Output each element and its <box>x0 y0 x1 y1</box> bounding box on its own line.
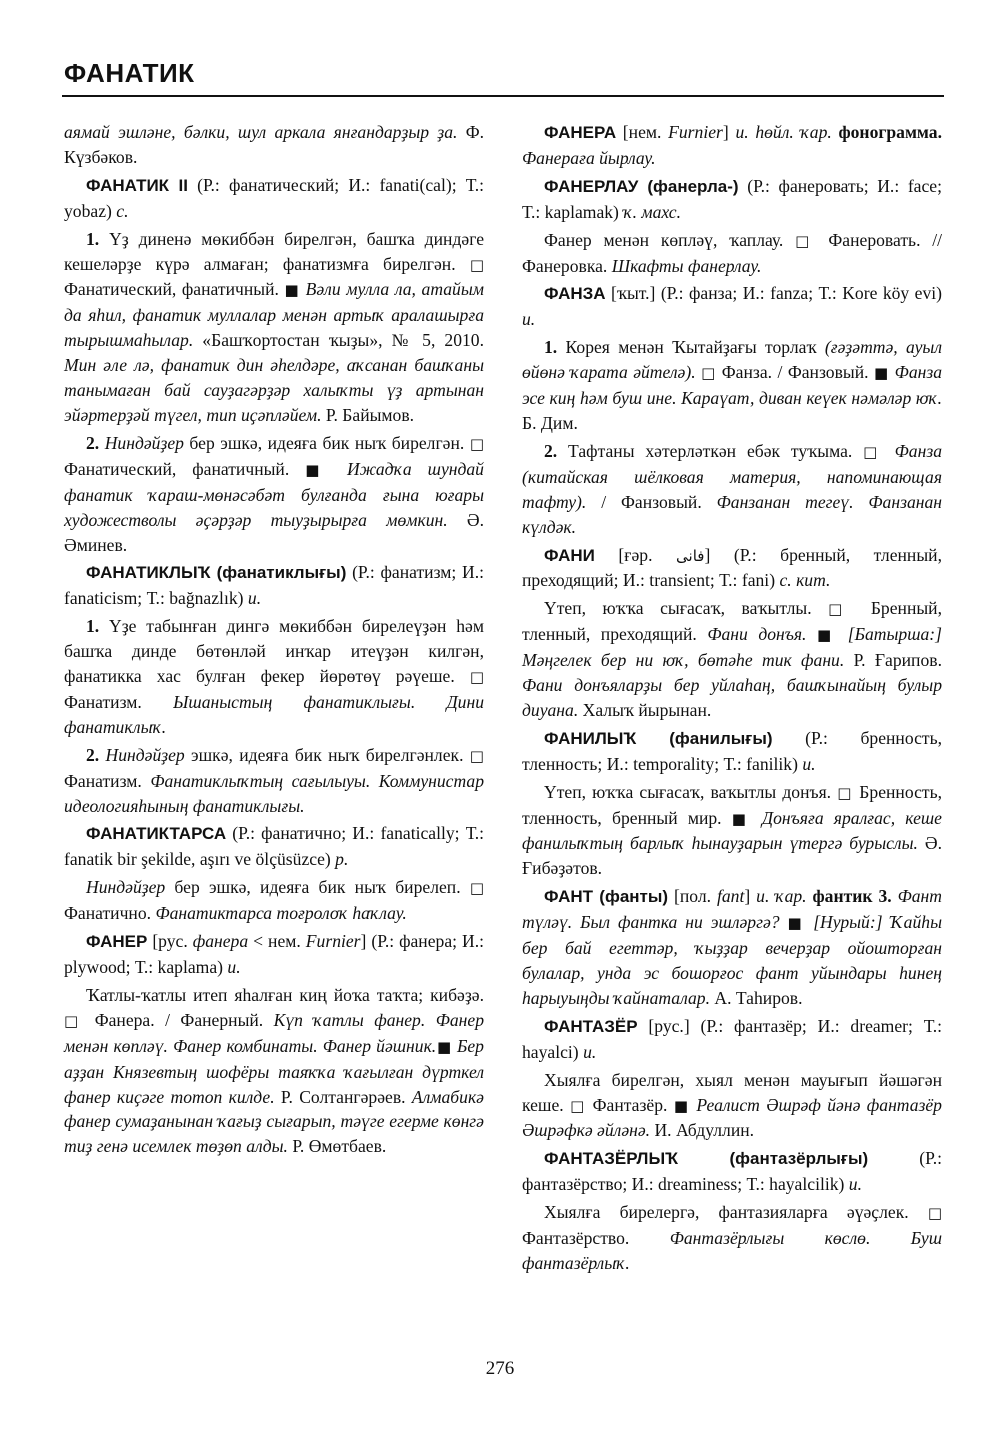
filled-square-icon: ■ <box>816 626 838 645</box>
open-square-icon: □ <box>795 231 817 250</box>
filled-square-icon: ■ <box>305 460 332 479</box>
sense-1: 1. Корея менән Ҡытайҙағы торлаҡ (ғәҙәттә, ауыл өйөнә ҡарата әйтелә). □ Фанза. / Фанзовый. ■ Фанза эсе киң һәм буш ине. Караүат, диван кеүек нәмәләр юҡ. Б. Дим. <box>522 337 942 433</box>
filled-square-icon: ■ <box>673 1096 690 1115</box>
entry-fanerlau: ФАНЕРЛАУ (фанерла-) (Р.: фанеровать; И.: face; Т.: kaplamak) ҡ. махс. <box>522 175 943 222</box>
running-header: ФАНАТИК <box>64 58 195 88</box>
filled-square-icon: ■ <box>284 281 300 300</box>
filled-square-icon: ■ <box>873 364 890 383</box>
open-square-icon: □ <box>64 1011 85 1030</box>
entry-fanatiktarsa: ФАНАТИКТАРСА (Р.: фанатично; И.: fanatically; Т.: fanatik bir şekilde, aşırı ve ölçüsüzce) р. <box>64 823 484 870</box>
left-column <box>64 120 484 1162</box>
entry-fanatiklyk: ФАНАТИКЛЫҠ (фанатиклығы) (Р.: фанатизм; И.: fanaticism; Т.: bağnazlık) и. <box>64 562 484 609</box>
entry-fanza: ФАНЗА [ҡыт.] (Р.: фанза; И.: fanza; Т.: Kore köy evi) и. <box>522 283 942 330</box>
entry-fanatik-2: ФАНАТИК II (Р.: фанатический; И.: fanati(cal); Т.: yobaz) с. <box>64 174 484 221</box>
open-square-icon: □ <box>469 746 484 765</box>
open-square-icon: □ <box>469 255 484 274</box>
sense-1: 1. Үҙ диненә мөкиббән бирелгән, башҡа диндәге кешеләрҙе күрә алмаған; фанатизмға бирелгән. □ Фанатический, фанатичный. ■ Вәли мулла ла, атайым да яһил, фанатик муллалар менән артыҡ аралашырға тырышмаһылар. «Башҡортостан ҡыҙы», № 5, 2010. Мин әле лә, фанатик дин әһелдәре, аҡсанан башҡаны танымаған бай сауҙагәрҙәр халыҡты үҙ артынан эйәртерҙәй түгел, тип иҫәпләйем. Р. Байымов. <box>64 228 484 425</box>
arabic-etymon: فانی <box>676 546 705 565</box>
entry-continuation: аямай эшләне, бәлки, шул аркала янғандарҙыр ҙа. Ф. Күзбәков. <box>64 122 484 167</box>
entry-fanera: ФАНЕРА [нем. Furnier] и. һөйл. ҡар. фонограмма. Фанераға йырлау. <box>522 122 942 168</box>
sense-2: 2. Ниндәйҙер эшкә, идеяға бик ныҡ бирелгәнлек. □ Фанатизм. Фанатиклыҡтың сағылыуы. Коммунистар идеологияһының фанатиклығы. <box>64 744 484 816</box>
open-square-icon: □ <box>469 434 484 453</box>
right-column <box>522 120 942 1279</box>
sense-1: 1. Үҙе табынған дингә мөкиббән бирелеүҙән һәм башҡа динде бөтөнләй инҡар итеүҙән килгән, фанатикка хас булған фекер йөрөтөү рәүеше. □ Фанатизм. Ышаныстың фанатиклығы. Дини фанатиклыҡ. <box>64 616 484 737</box>
open-square-icon: □ <box>469 879 484 898</box>
entry-fantazerlyk: ФАНТАЗЁРЛЫҠ (фантазёрлығы) (Р.: фантазёрство; И.: dreaminess; Т.: hayalcilik) и. <box>522 1148 942 1195</box>
sense-2: 2. Тафтаны хәтерләткән ебәк туҡыма. □ Фанза (китайская шёлковая материя, напоминающая тафту). / Фанзовый. Фанзанан тегеү. Фанзанан күлдәк. <box>522 440 942 537</box>
open-square-icon: □ <box>469 668 484 687</box>
entry-fani: ФАНИ [ғәр. فانی] (Р.: бренный, тленный, преходящий; И.: transient; Т.: fani) с. кит. <box>522 544 942 591</box>
entry-faner: ФАНЕР [рус. фанера < нем. Furnier] (Р.: фанера; И.: plywood; Т.: kaplama) и. <box>64 931 484 977</box>
header-rule <box>62 95 944 97</box>
entry-fantazer: ФАНТАЗЁР [рус.] (Р.: фантазёр; И.: dreamer; Т.: hayalci) и. <box>522 1015 942 1062</box>
open-square-icon: □ <box>570 1096 587 1115</box>
sense-2: 2. Ниндәйҙер бер эшкә, идеяға бик ныҡ бирелгән. □ Фанатический, фанатичный. ■ Ижадҡа шундай фанатик ҡараш-мөнәсәбәт булғанда ғына юғары художестволы әҫәрҙәр тыуҙырырға мөмкин. Ә. Әминев. <box>64 432 484 555</box>
definition: Фанер менән көпләү, ҡаплау. □ Фанеровать. // Фанеровка. Шкафты фанерлау. <box>522 229 942 276</box>
open-square-icon: □ <box>863 442 884 461</box>
entry-fant: ФАНТ (фанты) [пол. fant] и. ҡар. фантик 3. Фант түләү. Был фантка ни эшләргә? ■ [Нурый:] Ҡайһы бер бай егеттәр, ҡыҙҙар вечерҙар ойошторған булалар, унда эс бошорғос фант уйындары һинең һарыуыңды ҡайнаталар. А. Таһиров. <box>522 886 942 1008</box>
definition: Ҡатлы-ҡатлы итеп яһалған киң йоҡа таҡта; кибәҙә. □ Фанера. / Фанерный. Күп ҡатлы фанер. Фанер менән көпләү. Фанер комбинаты. Фанер йәшник.■ Бер аҙҙан Князевтың шофёры таяҡҡа ҡағылған дүрткел фанер киҫәге тотоп килде. Р. Солтангәрәев. Алмабикә фанер сумаҙанынан ҡағыҙ сығарып, тәүге егерме көнгә тиҙ генә исемлек төҙөп алды. Р. Өмөтбаев. <box>64 984 484 1157</box>
entry-fanilyk: ФАНИЛЫҠ (фанилығы) (Р.: бренность, тленность; И.: temporality; Т.: fanilik) и. <box>522 727 942 774</box>
definition: Хыялға бирелгән, хыял менән мауығып йәшәгән кеше. □ Фантазёр. ■ Реалист Әшрәф йәнә фантазёр Әшрәфкә әйләнә. И. Абдуллин. <box>522 1069 942 1141</box>
filled-square-icon: ■ <box>731 809 752 828</box>
open-square-icon: □ <box>927 1204 942 1223</box>
filled-square-icon: ■ <box>436 1037 452 1056</box>
definition: Үтеп, юҡҡа сығасаҡ, ваҡытлы. □ Бренный, тленный, преходящий. Фани донъя. ■ [Батырша:] Мәңгелек бер ни юҡ, бөтәһе тик фани. Р. Ғарипов. Фани донъяларҙы бер уйлаһаң, башҡынайың булыр диуана. Халыҡ йырынан. <box>522 598 942 720</box>
open-square-icon: □ <box>701 364 717 383</box>
definition: Хыялға бирелергә, фантазияларға әүәҫлек. □ Фантазёрство. Фантазёрлығы көслө. Буш фантазёрлыҡ. <box>522 1202 943 1273</box>
open-square-icon: □ <box>837 783 854 802</box>
definition: Ниндәйҙер бер эшкә, идеяға бик ныҡ бирелеп. □ Фанатично. Фанатиктарса тоғролоҡ һаҡлау. <box>64 877 484 924</box>
page-number: 276 <box>485 1358 515 1379</box>
filled-square-icon: ■ <box>787 914 806 933</box>
open-square-icon: □ <box>828 600 855 619</box>
definition: Үтеп, юҡҡа сығасаҡ, ваҡытлы донъя. □ Бренность, тленность, бренный мир. ■ Донъяға яралғас, кеше фанилыҡтың барлыҡ һынауҙарын үтергә бурыслы. Ә. Ғибәҙәтов. <box>522 781 942 879</box>
